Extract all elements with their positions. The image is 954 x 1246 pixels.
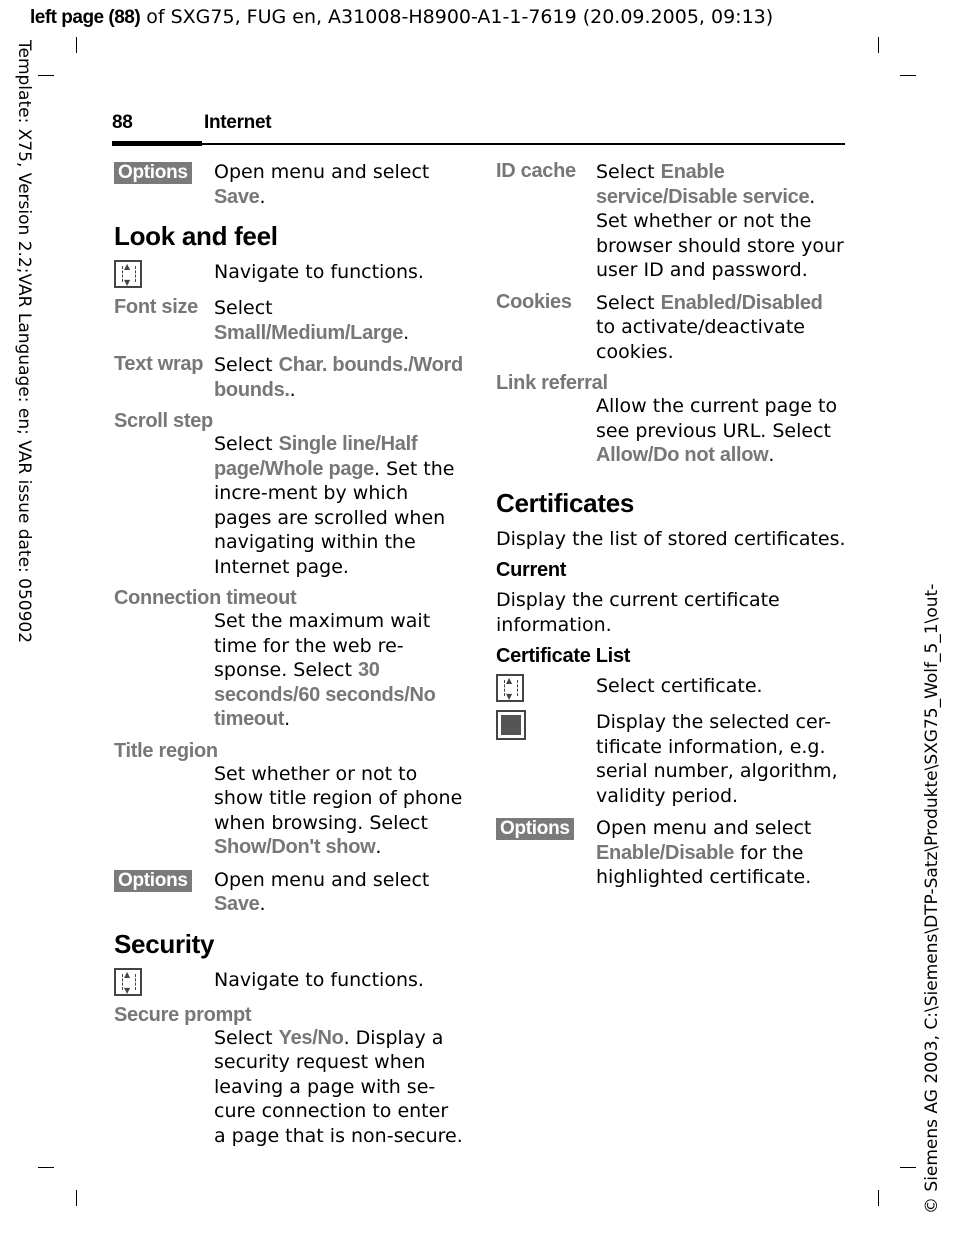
select-certificate-row <box>496 674 846 702</box>
navigation-key-icon: ▲ ▼ <box>496 674 524 702</box>
select-certificate-description: Select certificate. <box>596 675 763 697</box>
title-region-label: Title region <box>114 739 218 762</box>
title-region-description: Set whether or not to show title region of phone when browsing. Select Show/Don't show. <box>214 762 463 858</box>
secure-prompt-row <box>114 1004 464 1149</box>
id-cache-row <box>496 160 846 283</box>
secure-prompt-description: Select Yes/No. Display a security request when leaving a page with se-cure connection to enter a page that is non-secure. <box>214 1026 463 1147</box>
right-column <box>496 160 846 898</box>
font-size-row <box>114 296 464 345</box>
section-title: Internet <box>204 112 272 133</box>
menu-item-save: Save <box>214 185 260 208</box>
options-softkey[interactable]: Options <box>114 870 192 892</box>
id-cache-label: ID cache <box>496 160 576 182</box>
nav-description: Navigate to functions. <box>214 261 424 283</box>
copyright-vertical: © Siemens AG 2003, C:\Siemens\DTP-Satz\Produkte\SXG75_Wolf_5_1\out- <box>922 583 942 1214</box>
page-number: 88 <box>112 112 133 133</box>
text-wrap-label: Text wrap <box>114 353 204 375</box>
nav-row <box>114 968 464 996</box>
current-description: Display the current certificate information. <box>496 589 780 636</box>
left-page-label: left page (88) <box>30 7 141 28</box>
title-region-row <box>114 740 464 860</box>
cookies-description: Select Enabled/Disabled to activate/deactivate cookies. <box>596 291 823 363</box>
crop-mark <box>900 75 916 76</box>
font-size-description: Select Small/Medium/Large. <box>214 297 410 344</box>
crop-mark <box>76 37 77 53</box>
options-description: Open menu and select Enable/Disable for the highlighted certificate. <box>596 817 812 888</box>
display-certificate-description: Display the selected cer-tificate information, e.g. serial number, algorithm, validity period. <box>596 711 838 807</box>
options-softkey[interactable]: Options <box>114 162 192 184</box>
display-certificate-row <box>496 710 846 808</box>
options-description: Open menu and select Save. <box>214 868 430 915</box>
nav-description: Navigate to functions. <box>214 968 424 991</box>
crop-mark <box>76 1190 77 1206</box>
options-row <box>114 160 464 209</box>
header-rule <box>112 143 845 145</box>
navigation-key-icon: ▲ ▼ <box>114 260 142 288</box>
scroll-step-description: Select Single line/Half page/Whole page. Set the incre-ment by which pages are scrolled when navigating within the Internet page. <box>214 433 455 578</box>
print-info-text: of SXG75, FUG en, A31008-H8900-A1-1-7619 (20.09.2005, 09:13) <box>140 6 774 28</box>
connection-timeout-description: Set the maximum wait time for the web re-sponse. Select 30 seconds/60 seconds/No timeout. <box>214 610 436 730</box>
look-and-feel-heading: Look and feel <box>114 221 278 251</box>
id-cache-description: Select Enable service/Disable service. Set whether or not the browser should store your user ID and password. <box>596 161 844 281</box>
scroll-step-row <box>114 410 464 579</box>
link-referral-row <box>496 372 846 468</box>
print-info-line <box>30 6 773 29</box>
scroll-step-label: Scroll step <box>114 410 213 432</box>
connection-timeout-label: Connection timeout <box>114 587 297 609</box>
nav-row <box>114 260 464 288</box>
options-softkey[interactable]: Options <box>496 818 574 840</box>
link-referral-description: Allow the current page to see previous URL. Select Allow/Do not allow. <box>596 395 838 466</box>
cookies-row <box>496 291 846 365</box>
options-description: Open menu and select Save. <box>214 161 430 208</box>
left-column <box>114 160 464 1156</box>
font-size-label: Font size <box>114 296 198 318</box>
secure-prompt-label: Secure prompt <box>114 1003 252 1026</box>
crop-mark <box>878 37 879 53</box>
current-heading: Current <box>496 559 567 581</box>
certificate-list-heading: Certificate List <box>496 645 631 667</box>
template-info-vertical: Template: X75, Version 2.2;VAR Language: en; VAR issue date: 050902 <box>14 40 34 644</box>
connection-timeout-row <box>114 587 464 732</box>
certificates-heading: Certificates <box>496 487 635 518</box>
center-key-icon <box>496 710 526 740</box>
menu-item-save: Save <box>214 893 260 915</box>
link-referral-label: Link referral <box>496 372 608 394</box>
options-row <box>114 868 464 917</box>
cookies-label: Cookies <box>496 290 572 313</box>
crop-mark <box>878 1190 879 1206</box>
crop-mark <box>38 75 54 76</box>
certificates-description: Display the list of stored certificates. <box>496 527 846 550</box>
text-wrap-row <box>114 353 464 402</box>
security-heading: Security <box>114 928 215 959</box>
crop-mark <box>38 1167 54 1168</box>
crop-mark <box>900 1167 916 1168</box>
options-row <box>496 816 846 890</box>
text-wrap-description: Select Char. bounds./Word bounds.. <box>214 354 463 401</box>
navigation-key-icon: ▲ ▼ <box>114 968 142 996</box>
